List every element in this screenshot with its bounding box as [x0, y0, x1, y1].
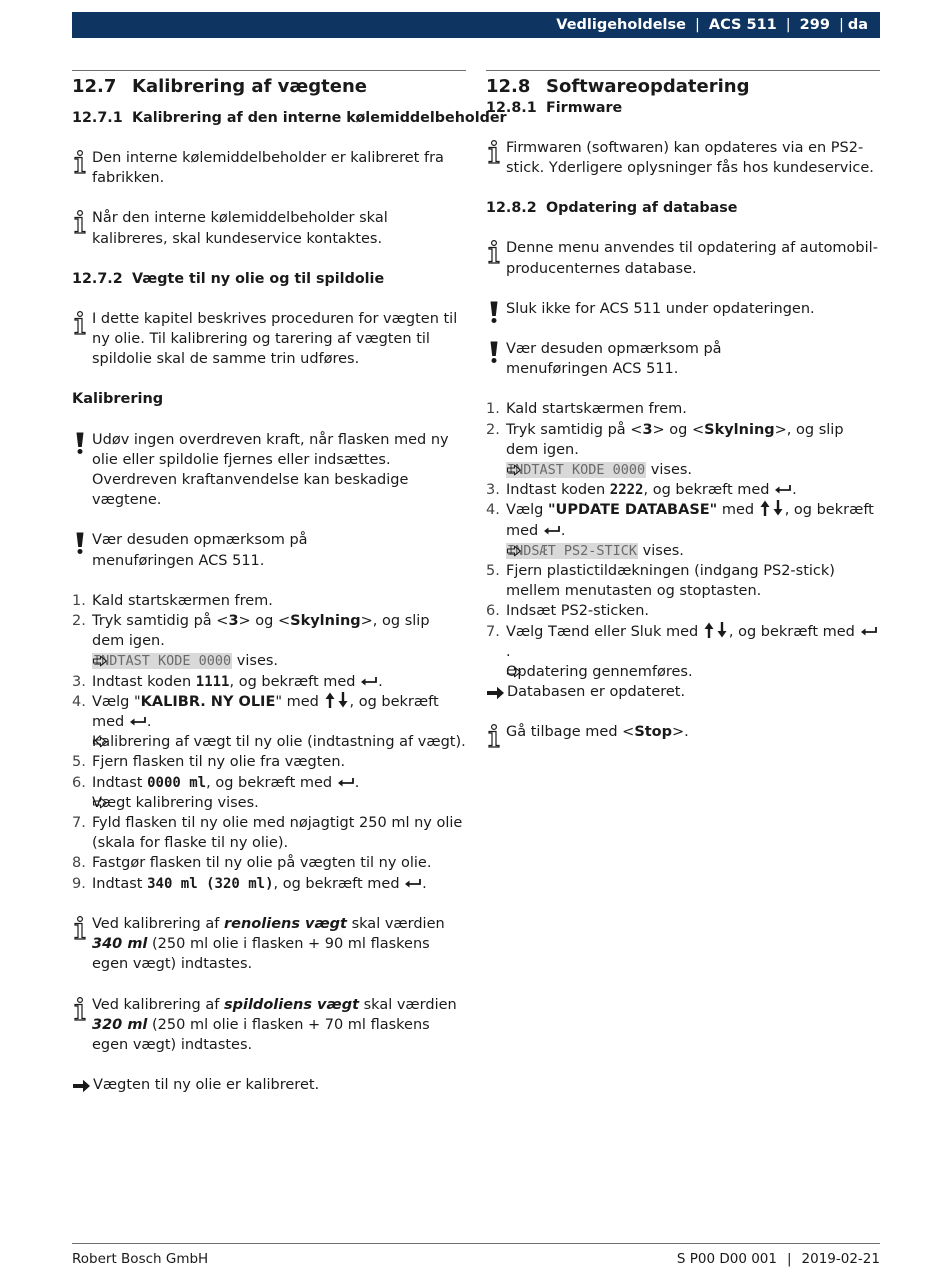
- note-text: Firmwaren (softwaren) kan opdateres via en PS2-stick. Yderligere oplysninger fås hos kundeservice.: [506, 140, 874, 177]
- subsection-heading-12-7-1: [72, 108, 507, 128]
- subsection-heading-12-7-2: [72, 269, 466, 289]
- step-number: 6.: [72, 774, 86, 791]
- warning-note: [72, 430, 466, 511]
- step-number: 6.: [486, 603, 500, 620]
- subsection-number: 12.7.1: [72, 110, 123, 126]
- step-text: , og bekræft med: [506, 502, 874, 539]
- footer-doc-info: [677, 1249, 880, 1269]
- step-text: > og <: [652, 421, 705, 438]
- warning-exclamation-icon: [72, 431, 88, 455]
- step-result: [486, 541, 880, 561]
- step-text: vises.: [232, 653, 279, 670]
- subsection-number: 12.8.1: [486, 100, 537, 116]
- step-text: Indtast koden: [506, 482, 610, 499]
- final-result: [72, 1075, 466, 1095]
- note-text: (250 ml olie i flasken + 90 ml flaskens egen vægt) indtastes.: [92, 936, 430, 973]
- step-number: 3.: [486, 482, 500, 499]
- right-column: [486, 70, 880, 743]
- step-text: > og <: [238, 613, 291, 630]
- footer-date: 2019-02-21: [801, 1251, 880, 1267]
- header-section: Vedligeholdelse: [556, 16, 686, 33]
- info-icon: [486, 240, 502, 264]
- header-separator: |: [694, 16, 700, 33]
- step-text: med: [717, 502, 759, 519]
- note-text: skal værdien: [359, 996, 457, 1013]
- menu-item-label: "UPDATE DATABASE": [548, 502, 718, 519]
- note-text: Ved kalibrering af: [92, 915, 224, 932]
- section-number: 12.8: [486, 76, 531, 97]
- list-item: 7. Vælg Tænd eller Sluk med , og bekræft med .: [486, 622, 880, 662]
- header-page-number: 299: [799, 16, 830, 33]
- list-item: 6. Indtast 0000 ml, og bekræft med .: [72, 773, 466, 793]
- info-note: [486, 722, 880, 742]
- warning-note: [486, 299, 880, 319]
- step-text: Vælg Tænd eller Sluk med: [506, 623, 703, 640]
- note-text: Ved kalibrering af: [92, 996, 224, 1013]
- info-note: [486, 138, 880, 178]
- key-label: Skylning: [704, 421, 775, 438]
- warning-exclamation-icon: [486, 340, 502, 364]
- step-text: Vægt kalibrering vises.: [92, 794, 259, 811]
- list-item: [72, 611, 466, 651]
- enter-key-icon: [337, 776, 355, 788]
- note-text: Denne menu anvendes til opdatering af automobil-producenternes database.: [506, 240, 878, 277]
- code-value: 0000 ml: [147, 774, 207, 791]
- emphasis-text: renoliens vægt: [223, 915, 347, 932]
- info-icon: [72, 916, 88, 940]
- result-arrow-icon: [92, 797, 108, 809]
- note-text: Når den interne kølemiddelbeholder skal kalibreres, skal kundeservice kontaktes.: [92, 210, 388, 247]
- header-product: ACS 511: [708, 16, 777, 33]
- up-down-arrow-icon: [703, 622, 729, 638]
- step-text: Indtast koden: [92, 673, 196, 690]
- warning-text: Vær desuden opmærksom på menuføringen ACS 511.: [506, 341, 722, 378]
- step-text: Fjern plastictildækningen (indgang PS2-stick) mellem menutasten og stoptasten.: [506, 563, 835, 600]
- list-item: [486, 399, 880, 419]
- enter-key-icon: [543, 524, 561, 536]
- info-note: [72, 995, 466, 1056]
- step-text: Kalibrering af vægt til ny olie (indtastning af vægt).: [92, 734, 466, 751]
- header-bar: [72, 12, 880, 38]
- display-text: INDSÆT PS2-STICK: [507, 542, 638, 559]
- key-label: Stop: [634, 724, 673, 741]
- step-text: Fyld flasken til ny olie med nøjagtigt 250 ml ny olie (skala for flaske til ny olie).: [92, 815, 463, 852]
- list-item: [486, 561, 880, 601]
- section-heading-12-7: [72, 76, 466, 98]
- header-separator: |: [838, 16, 844, 33]
- display-text: INDTAST KODE 0000: [93, 653, 232, 670]
- note-text: I dette kapitel beskrives proceduren for vægten til ny olie. Til kalibrering og tarering af vægten til spildolie skal de samme trin udføres.: [92, 310, 458, 368]
- info-note: [72, 914, 466, 975]
- subsection-title: Kalibrering af den interne kølemiddelbeholder: [132, 110, 507, 126]
- info-note: [72, 148, 466, 188]
- calibration-steps: [72, 591, 466, 894]
- info-note: [72, 208, 466, 248]
- step-text: , og bekræft med: [206, 774, 337, 791]
- section-heading-12-8: [486, 76, 880, 98]
- enter-key-icon: [404, 877, 422, 889]
- info-icon: [72, 150, 88, 174]
- final-result: [486, 682, 880, 702]
- step-text: , og bekræft med: [273, 875, 405, 892]
- section-title: Kalibrering af vægtene: [132, 76, 367, 97]
- step-text: " med: [275, 693, 324, 710]
- enter-key-icon: [860, 625, 878, 637]
- result-text: Databasen er opdateret.: [507, 684, 686, 701]
- step-result: [72, 732, 466, 752]
- result-text: Vægten til ny olie er kalibreret.: [93, 1077, 320, 1094]
- step-number: 9.: [72, 875, 86, 892]
- section-number: 12.7: [72, 76, 117, 97]
- step-text: >, og slip dem igen.: [506, 421, 844, 458]
- section-rule: [72, 70, 466, 71]
- note-text: skal værdien: [347, 915, 445, 932]
- warning-text: Vær desuden opmærksom på menuføringen ACS 511.: [92, 532, 308, 569]
- step-text: , og bekræft med: [229, 673, 361, 690]
- step-number: 3.: [72, 673, 86, 690]
- result-arrow-icon: [506, 545, 522, 557]
- enter-key-icon: [360, 675, 378, 687]
- step-text: , og bekræft med: [728, 623, 860, 640]
- step-number: 4.: [486, 502, 500, 519]
- section-title: Softwareopdatering: [546, 76, 750, 97]
- list-item: [72, 853, 466, 873]
- info-icon: [486, 724, 502, 748]
- list-item: [72, 591, 466, 611]
- note-text: >.: [672, 724, 689, 741]
- update-steps: [486, 399, 880, 682]
- step-number: 1.: [72, 592, 86, 609]
- footer-doc-number: S P00 D00 001: [676, 1251, 777, 1267]
- warning-exclamation-icon: [486, 300, 502, 324]
- step-text: Tryk samtidig på <: [92, 613, 229, 630]
- emphasis-text: 340 ml: [92, 936, 148, 953]
- list-item: [486, 601, 880, 621]
- enter-key-icon: [129, 715, 147, 727]
- step-text: , og bekræft med: [92, 693, 439, 731]
- step-number: 2.: [486, 421, 500, 438]
- step-text: Indtast: [92, 875, 148, 892]
- info-icon: [486, 140, 502, 164]
- step-number: 1.: [486, 401, 500, 418]
- step-text: vises.: [638, 542, 684, 559]
- note-text: Den interne kølemiddelbeholder er kalibreret fra fabrikken.: [92, 150, 444, 187]
- step-text: , og bekræft med: [643, 482, 775, 499]
- warning-note: [486, 339, 880, 379]
- emphasis-text: spildoliens vægt: [223, 996, 360, 1013]
- warning-exclamation-icon: [72, 531, 88, 555]
- up-down-arrow-icon: [324, 692, 350, 708]
- step-text: Fjern flasken til ny olie fra vægten.: [92, 754, 346, 771]
- list-item: [72, 752, 466, 772]
- left-column: [72, 70, 507, 1095]
- step-text: Indtast: [92, 774, 148, 791]
- list-item: 4. Vælg "UPDATE DATABASE" med , og bekræft med .: [486, 502, 874, 539]
- final-result-arrow-icon: [72, 1079, 91, 1093]
- menu-item-label: KALIBR. NY OLIE: [140, 693, 276, 710]
- list-item: 9. Indtast 340 ml (320 ml), og bekræft med .: [72, 874, 466, 894]
- code-value: 2222: [609, 482, 644, 499]
- note-text: Gå tilbage med <: [506, 724, 635, 741]
- section-rule: [486, 70, 880, 71]
- info-icon: [72, 997, 88, 1021]
- step-text: Indsæt PS2-sticken.: [506, 603, 650, 620]
- list-item: 3. Indtast koden 2222, og bekræft med .: [486, 480, 880, 500]
- step-number: 8.: [72, 855, 86, 872]
- list-item: 3. Indtast koden 1111, og bekræft med .: [72, 672, 466, 692]
- up-down-arrow-icon: [759, 500, 785, 516]
- list-item: [72, 813, 466, 853]
- subsection-title: Opdatering af database: [546, 200, 738, 217]
- subsection-heading-12-8-1: [486, 98, 880, 118]
- kalibrering-heading: Kalibrering: [72, 391, 164, 408]
- step-text: >, og slip dem igen.: [92, 613, 430, 650]
- emphasis-text: 320 ml: [92, 1016, 148, 1033]
- step-number: 7.: [72, 815, 86, 832]
- subsection-heading-12-8-2: [486, 198, 880, 218]
- step-text: Tryk samtidig på <: [506, 421, 643, 438]
- footer-separator: |: [786, 1251, 792, 1267]
- info-note: [72, 309, 466, 370]
- code-value: 1111: [195, 673, 230, 690]
- step-number: 7.: [486, 623, 500, 640]
- step-number: 2.: [72, 613, 86, 630]
- header-language: da: [847, 16, 868, 33]
- step-text: Opdatering gennemføres.: [506, 664, 693, 681]
- step-text: Vælg: [506, 502, 548, 519]
- subsection-title: Vægte til ny olie og til spildolie: [132, 270, 385, 287]
- warning-note: [72, 530, 466, 570]
- warning-text: Sluk ikke for ACS 511 under opdateringen.: [506, 300, 815, 317]
- subsection-number: 12.7.2: [72, 270, 123, 287]
- key-label: 3: [228, 613, 239, 630]
- subsection-number: 12.8.2: [486, 200, 537, 217]
- step-result: [72, 651, 466, 671]
- warning-text: Udøv ingen overdreven kraft, når flasken med ny olie eller spildolie fjernes eller indsættes. Overdreven kraftanvendelse kan beskadige vægtene.: [92, 431, 449, 509]
- note-text: (250 ml olie i flasken + 70 ml flaskens egen vægt) indtastes.: [92, 1016, 430, 1053]
- step-number: 4.: [72, 693, 86, 710]
- result-arrow-icon: [506, 666, 522, 678]
- code-value: 340 ml (320 ml): [147, 875, 274, 892]
- list-item: 4. Vælg "KALIBR. NY OLIE" med , og bekræft med .: [72, 693, 439, 731]
- step-text: Fastgør flasken til ny olie på vægten til ny olie.: [92, 855, 432, 872]
- step-result: [72, 793, 466, 813]
- step-number: 5.: [486, 563, 500, 580]
- step-result: [486, 460, 880, 480]
- key-label: Skylning: [290, 613, 361, 630]
- list-item: [486, 420, 880, 460]
- result-arrow-icon: [92, 736, 108, 748]
- footer-rule: [72, 1243, 880, 1244]
- info-note: [486, 238, 880, 278]
- key-label: 3: [642, 421, 653, 438]
- info-icon: [72, 210, 88, 234]
- display-text: INDTAST KODE 0000: [507, 462, 646, 479]
- step-text: Vælg ": [92, 693, 141, 710]
- step-text: Kald startskærmen frem.: [92, 592, 273, 609]
- step-number: 5.: [72, 754, 86, 771]
- subsection-title: Firmware: [546, 100, 623, 116]
- result-arrow-icon: [92, 655, 108, 667]
- step-text: Kald startskærmen frem.: [506, 401, 687, 418]
- info-icon: [72, 311, 88, 335]
- enter-key-icon: [774, 483, 792, 495]
- step-text: vises.: [646, 462, 693, 479]
- final-result-arrow-icon: [486, 686, 505, 700]
- header-separator: |: [785, 16, 791, 33]
- step-result: [486, 662, 880, 682]
- footer-company: Robert Bosch GmbH: [72, 1251, 209, 1267]
- result-arrow-icon: [506, 464, 522, 476]
